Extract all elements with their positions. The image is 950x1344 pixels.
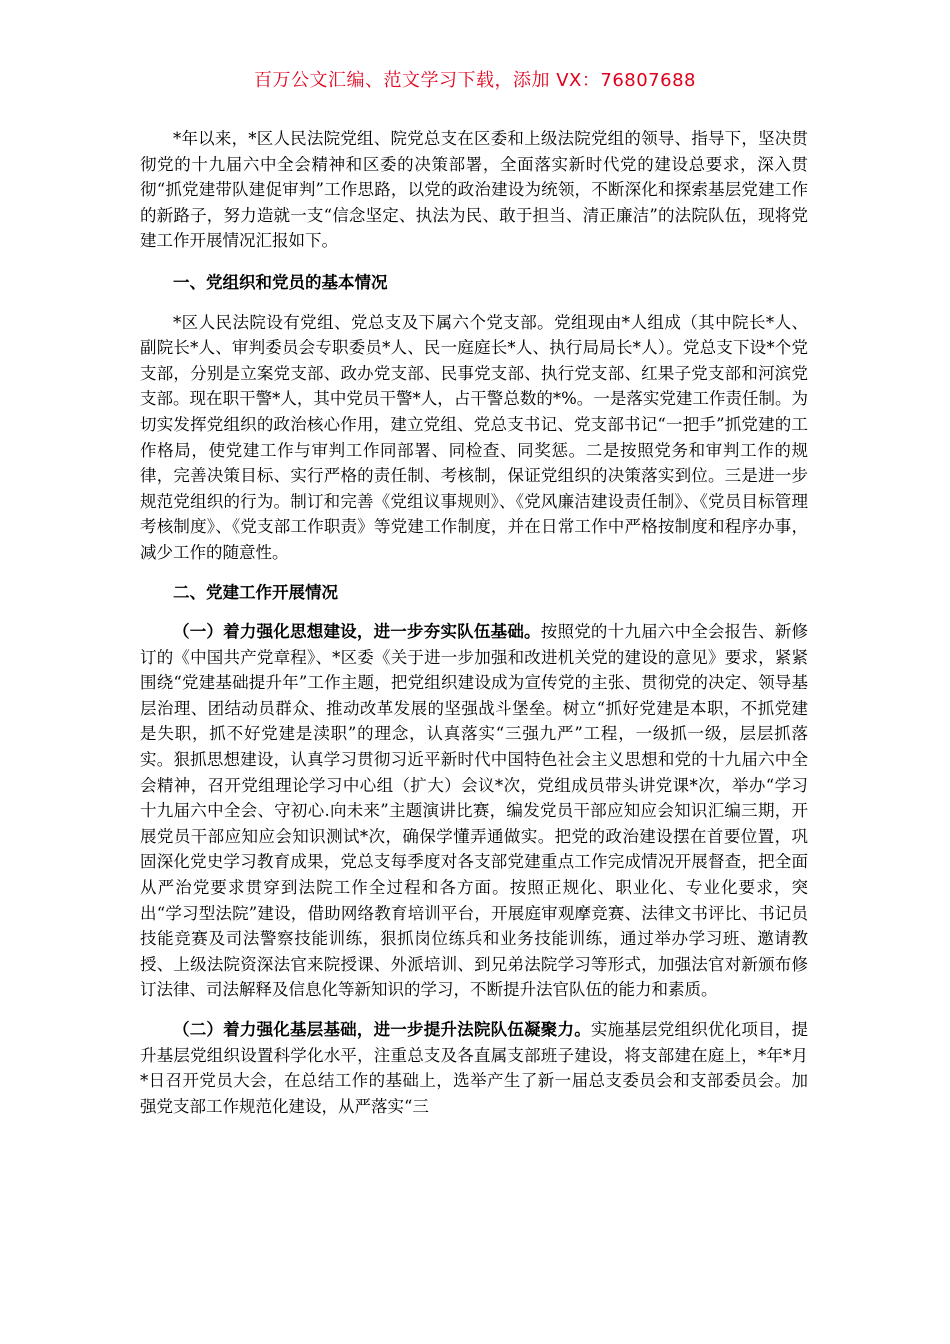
item-1-body: 按照党的十九届六中全会报告、新修订的《中国共产党章程》、*区委《关于进一步加强和改进机关党的建设的意见》要求，紧紧围绕“党建基础提升年”工作主题，把党组织建设成为宣传党的主张、贯彻党的决定、领导基层治理、团结动员群众、推动改革发展的坚强战斗堡垒。树立“抓好党建是本职，不抓党建是失职，抓不好党建是渎职”的理念，认真落实“三强九严”工程，一级抓一级，层层抓落实。狠抓思想建设，认真学习贯彻习近平新时代中国特色社会主义思想和党的十九届六中全会精神，召开党组理论学习中心组（扩大）会议*次，党组成员带头讲党课*次，举办“学习十九届六中全会、守初心.向未来”主题演讲比赛，编发党员干部应知应会知识汇编三期，开展党员干部应知应会知识测试*次，确保学懂弄通做实。把党的政治建设摆在首要位置，巩固深化党史学习教育成果，党总支每季度对各支部党建重点工作完成情况开展督查，把全面从严治党要求贯穿到法院工作全过程和各方面。按照正规化、职业化、专业化要求，突出“学习型法院”建设，借助网络教育培训平台，开展庭审观摩竞赛、法律文书评比、书记员技能竞赛及司法警察技能训练，狠抓岗位练兵和业务技能训练，通过举办学习班、邀请教授、上级法院资深法官来院授课、外派培训、到兄弟法院学习等形式，加强法官对新颁布修订法律、司法解释及信息化等新知识的学习，不断提升法官队伍的能力和素质。 bbox=[140, 622, 809, 1000]
intro-paragraph: *年以来，*区人民法院党组、院党总支在区委和上级法院党组的领导、指导下，坚决贯彻党的十九届六中全会精神和区委的决策部署，全面落实新时代党的建设总要求，深入贯彻“抓党建带队建促审判”工作思路，以党的政治建设为统领，不断深化和探索基层党建工作的新路子，努力造就一支“信念坚定、执法为民、敢于担当、清正廉洁”的法院队伍，现将党建工作开展情况汇报如下。 bbox=[140, 129, 808, 251]
item-2-lead: （二）着力强化基层基础，进一步提升法院队伍凝聚力。 bbox=[173, 1020, 591, 1039]
header-banner: 百万公文汇编、范文学习下载，添加 VX：76807688 bbox=[254, 70, 696, 91]
section-2-title: 二、党建工作开展情况 bbox=[173, 582, 338, 602]
section-1-paragraph: *区人民法院设有党组、党总支及下属六个党支部。党组现由*人组成（其中院长*人、副院长*人、审判委员会专职委员*人、民一庭庭长*人、执行局局长*人）。党总支下设*个党支部，分别是立案党支部、政办党支部、民事党支部、执行党支部、红果子党支部和河滨党支部。现在职干警*人，其中党员干警*人，占干警总数的*%。一是落实党建工作责任制。为切实发挥党组织的政治核心作用，建立党组、党总支书记、党支部书记“一把手”抓党建的工作格局，使党建工作与审判工作同部署、同检查、同奖惩。二是按照党务和审判工作的规律，完善决策目标、实行严格的责任制、考核制，保证党组织的决策落实到位。三是进一步规范党组织的行为。制订和完善《党组议事规则》、《党风廉洁建设责任制》、《党员目标管理考核制度》、《党支部工作职责》等党建工作制度，并在日常工作中严格按制度和程序办事，减少工作的随意性。 bbox=[140, 312, 808, 562]
section-1-title: 一、党组织和党员的基本情况 bbox=[173, 272, 388, 292]
item-1-lead: （一）着力强化思想建设，进一步夯实队伍基础。 bbox=[173, 622, 541, 642]
document-body bbox=[140, 126, 808, 1133]
item-2-body: 实施基层党组织优化项目，提升基层党组织设置科学化水平，注重总支及各直属支部班子建设，将支部建在庭上，*年*月*日召开党员大会，在总结工作的基础上，选举产生了新一届总支委员会和支部委员会。加强党支部工作规范化建设，从严落实“三 bbox=[140, 1020, 809, 1116]
item-1-paragraph bbox=[140, 619, 808, 1003]
item-2-paragraph bbox=[140, 1017, 808, 1119]
